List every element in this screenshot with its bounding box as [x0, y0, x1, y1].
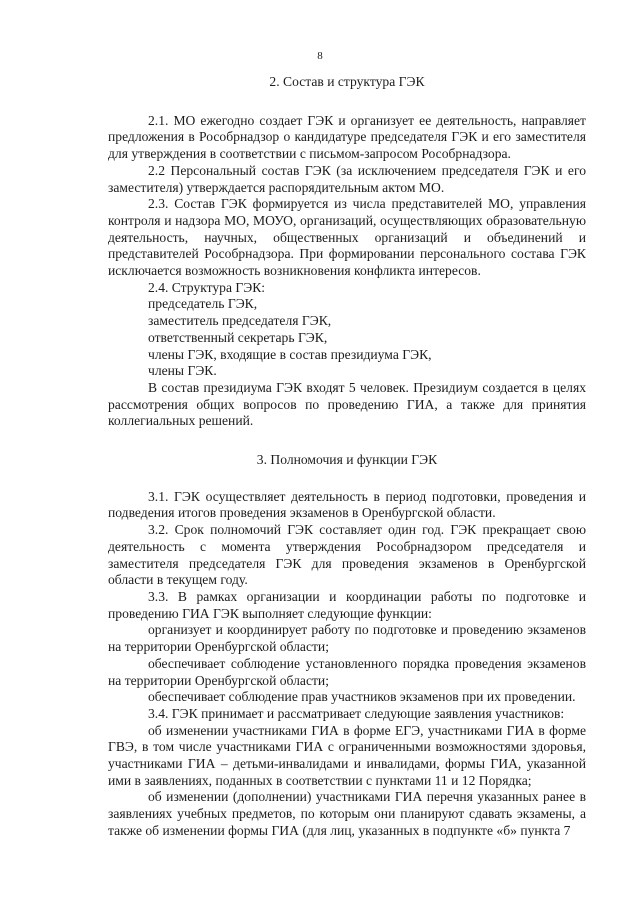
- structure-item-members: члены ГЭК.: [148, 363, 217, 379]
- paragraph-2-3: 2.3. Состав ГЭК формируется из числа представителей МО, управления контроля и надзора МО, МОУО, организаций, осуществляющих образовательную деятельность, научных, общественных организаций и объединений и представителей Рособрнадзора. При формировании персонального состава ГЭК исключается возможность возникновения конфликта интересов.: [108, 196, 586, 279]
- application-form-change: об изменении участниками ГИА в форме ЕГЭ, участниками ГИА в форме ГВЭ, в том числе участниками ГИА с ограниченными возможностями здоровья, участниками ГИА – детьми-инвалидами и инвалидами, формы ГИА, указанной ими в заявлениях, поданных в соответствии с пунктами 11 и 12 Порядка;: [108, 722, 586, 788]
- section-3-heading: 3. Полномочия и функции ГЭК: [256, 452, 438, 468]
- function-compliance-order: обеспечивает соблюдение установленного порядка проведения экзаменов на территории Оренбургской области;: [108, 655, 586, 688]
- paragraph-3-1: 3.1. ГЭК осуществляет деятельность в период подготовки, проведения и подведения итогов проведения экзаменов в Оренбургской области.: [108, 488, 586, 521]
- function-compliance-rights: обеспечивает соблюдение прав участников экзаменов при их проведении.: [148, 689, 576, 705]
- paragraph-3-3: 3.3. В рамках организации и координации работы по подготовке и проведению ГИА ГЭК выполняет следующие функции:: [108, 588, 586, 621]
- structure-item-secretary: ответственный секретарь ГЭК,: [148, 329, 328, 345]
- section-2-heading: 2. Состав и структура ГЭК: [269, 74, 425, 89]
- paragraph-2-4: 2.4. Структура ГЭК:: [148, 279, 266, 295]
- paragraph-2-2: 2.2 Персональный состав ГЭК (за исключением председателя ГЭК и его заместителя) утверждается распорядительным актом МО.: [108, 162, 586, 195]
- page-number: 8: [317, 50, 323, 62]
- structure-item-chair: председатель ГЭК,: [148, 296, 258, 312]
- paragraph-3-2: 3.2. Срок полномочий ГЭК составляет один год. ГЭК прекращает свою деятельность с момента утверждения Рособрнадзором председателя и заместителя председателя ГЭК для проведения экзаменов в Оренбургской области в текущем году.: [108, 522, 586, 588]
- function-organize: организует и координирует работу по подготовке и проведению экзаменов на территории Оренбургской области;: [108, 622, 586, 655]
- structure-item-presidium-members: члены ГЭК, входящие в состав президиума ГЭК,: [148, 346, 432, 362]
- document-body: [108, 74, 586, 840]
- application-subject-change: об изменении (дополнении) участниками ГИА перечня указанных ранее в заявлениях учебных предметов, по которым они планируют сдавать экзамены, а также об изменении формы ГИА (для лиц, указанных в подпункте «б» пункта 7: [108, 789, 586, 838]
- paragraph-2-1: 2.1. МО ежегодно создает ГЭК и организует ее деятельность, направляет предложения в Рособрнадзор о кандидатуре председателя ГЭК и его заместителя для утверждения в соответствии с письмом-запросом Рособрнадзора.: [108, 112, 586, 162]
- paragraph-3-4: 3.4. ГЭК принимает и рассматривает следующие заявления участников:: [148, 705, 565, 721]
- structure-item-deputy: заместитель председателя ГЭК,: [148, 313, 332, 329]
- paragraph-presidium: В состав президиума ГЭК входят 5 человек. Президиум создается в целях рассмотрения общих вопросов по проведению ГИА, а также для принятия коллегиальных решений.: [108, 379, 586, 429]
